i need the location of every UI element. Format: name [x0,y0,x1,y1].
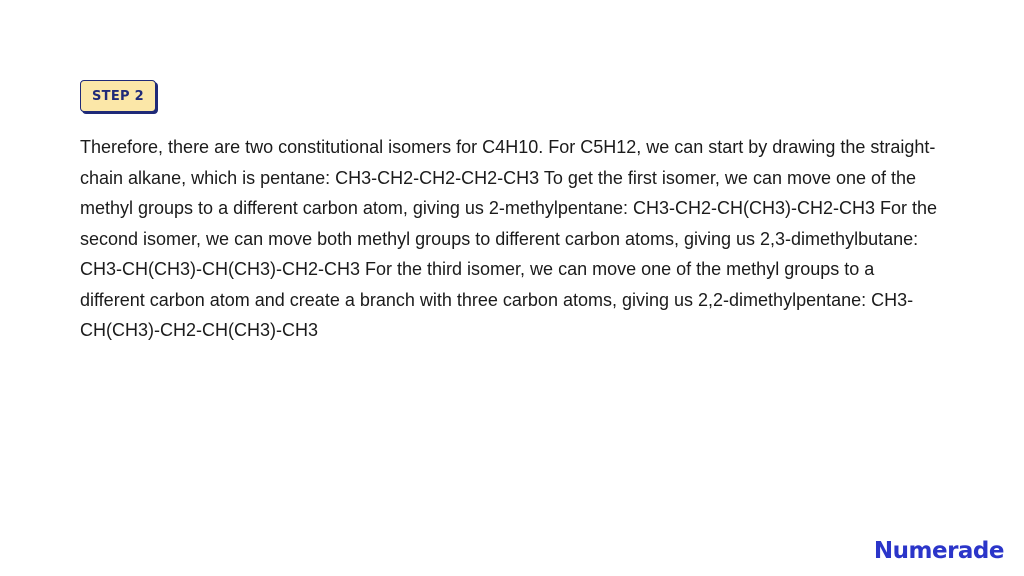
solution-paragraph: Therefore, there are two constitutional isomers for C4H10. For C5H12, we can start by drawing the straight-chain alkane, which is pentane: CH3-CH2-CH2-CH2-CH3 To get the first isomer, we can move one of the methyl groups to a different carbon atom, giving us 2-methylpentane: CH3-CH2-CH(CH3)-CH2-CH3 For the second isomer, we can move both methyl groups to different carbon atoms, giving us 2,3-dimethylbutane: CH3-CH(CH3)-CH(CH3)-CH2-CH3 For the third isomer, we can move one of the methyl groups to a different carbon atom and create a branch with three carbon atoms, giving us 2,2-dimethylpentane: CH3-CH(CH3)-CH2-CH(CH3)-CH3 [80,137,938,340]
numerade-logo: Numerade [873,538,1004,564]
step-badge: STEP 2 [80,80,156,112]
